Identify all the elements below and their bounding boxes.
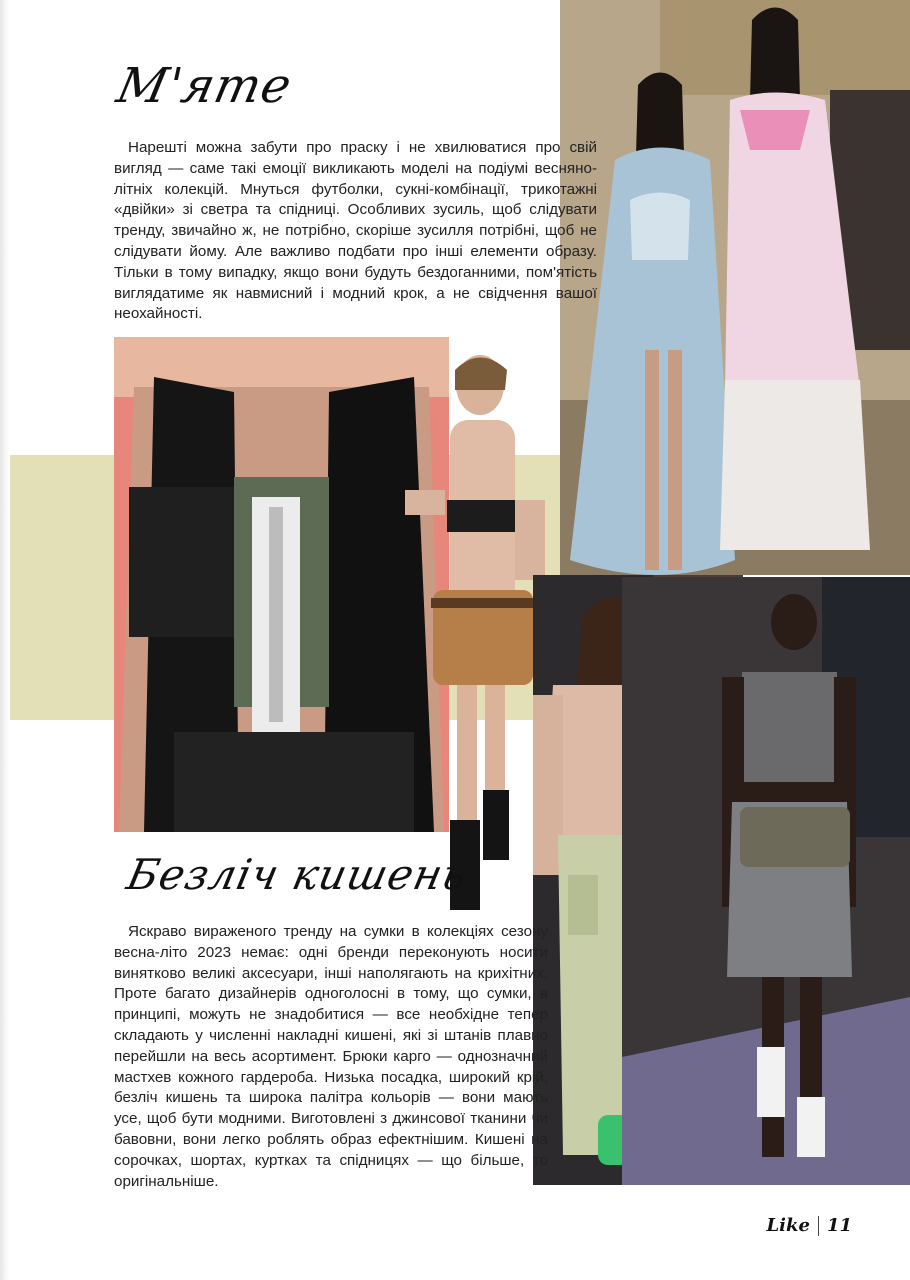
- page-spine-shadow: [0, 0, 10, 1280]
- photo-grey-skirt-model: [622, 577, 910, 1185]
- section-body-crumpled: Нарешті можна забути про праску і не хвилюватися про свій вигляд — саме такі емоції викликають моделі на подіумі весняно-літніх колекцій. Мнуться футболки, сукні-комбінації, трикотажні «двійки» зі светра та спідниці. Особливих зусиль, щоб слідувати тренду, звичайно ж, не потрібно, скоріше зусилля потрібні, щоб не слідувати йому. Але важливо подбати про інші елементи образу. Тільки в тому випадку, якщо вони будуть бездоганними, пом'ятість виглядатиме як навмисний і модний крок, а не свідчення вашої неохайності.: [114, 139, 597, 323]
- folio-divider: [818, 1216, 819, 1236]
- photo-cargo-shorts-model: [395, 350, 555, 915]
- page-folio: [767, 1215, 852, 1236]
- photo-crumpled-dresses-runway: [560, 0, 910, 575]
- section-body-pockets: Яскраво вираженого тренду на сумки в колекціях сезону весна-літо 2023 немає: одні бренди переконують носити винятково великі аксесуари, інші наполягають на крихітних. Проте багато дизайнерів одноголосні в тому, що сумки, в принципі, можуть не знадобитися — все необхідне тепер складають у численні накладні кишені, які зі штанів плавно перейшли на весь асортимент. Брюки карго — однозначний мастхев кожного гардероба. Низька посадка, широкий крій, безліч кишень та широка палітра кольорів — вони мають усе, щоб бути модними. Виготовлені з джинсової тканини чи бавовни, вони легко роблять образ ефектнішим. Кишені на сорочках, шортах, куртках та спідницях — що більше, то оригінальніше.: [114, 923, 548, 1190]
- section-title-crumpled: М'яте: [112, 58, 297, 114]
- section-title-pockets: Безліч кишень: [122, 850, 472, 899]
- page-number: 11: [826, 1215, 852, 1236]
- magazine-brand: Like: [766, 1215, 810, 1236]
